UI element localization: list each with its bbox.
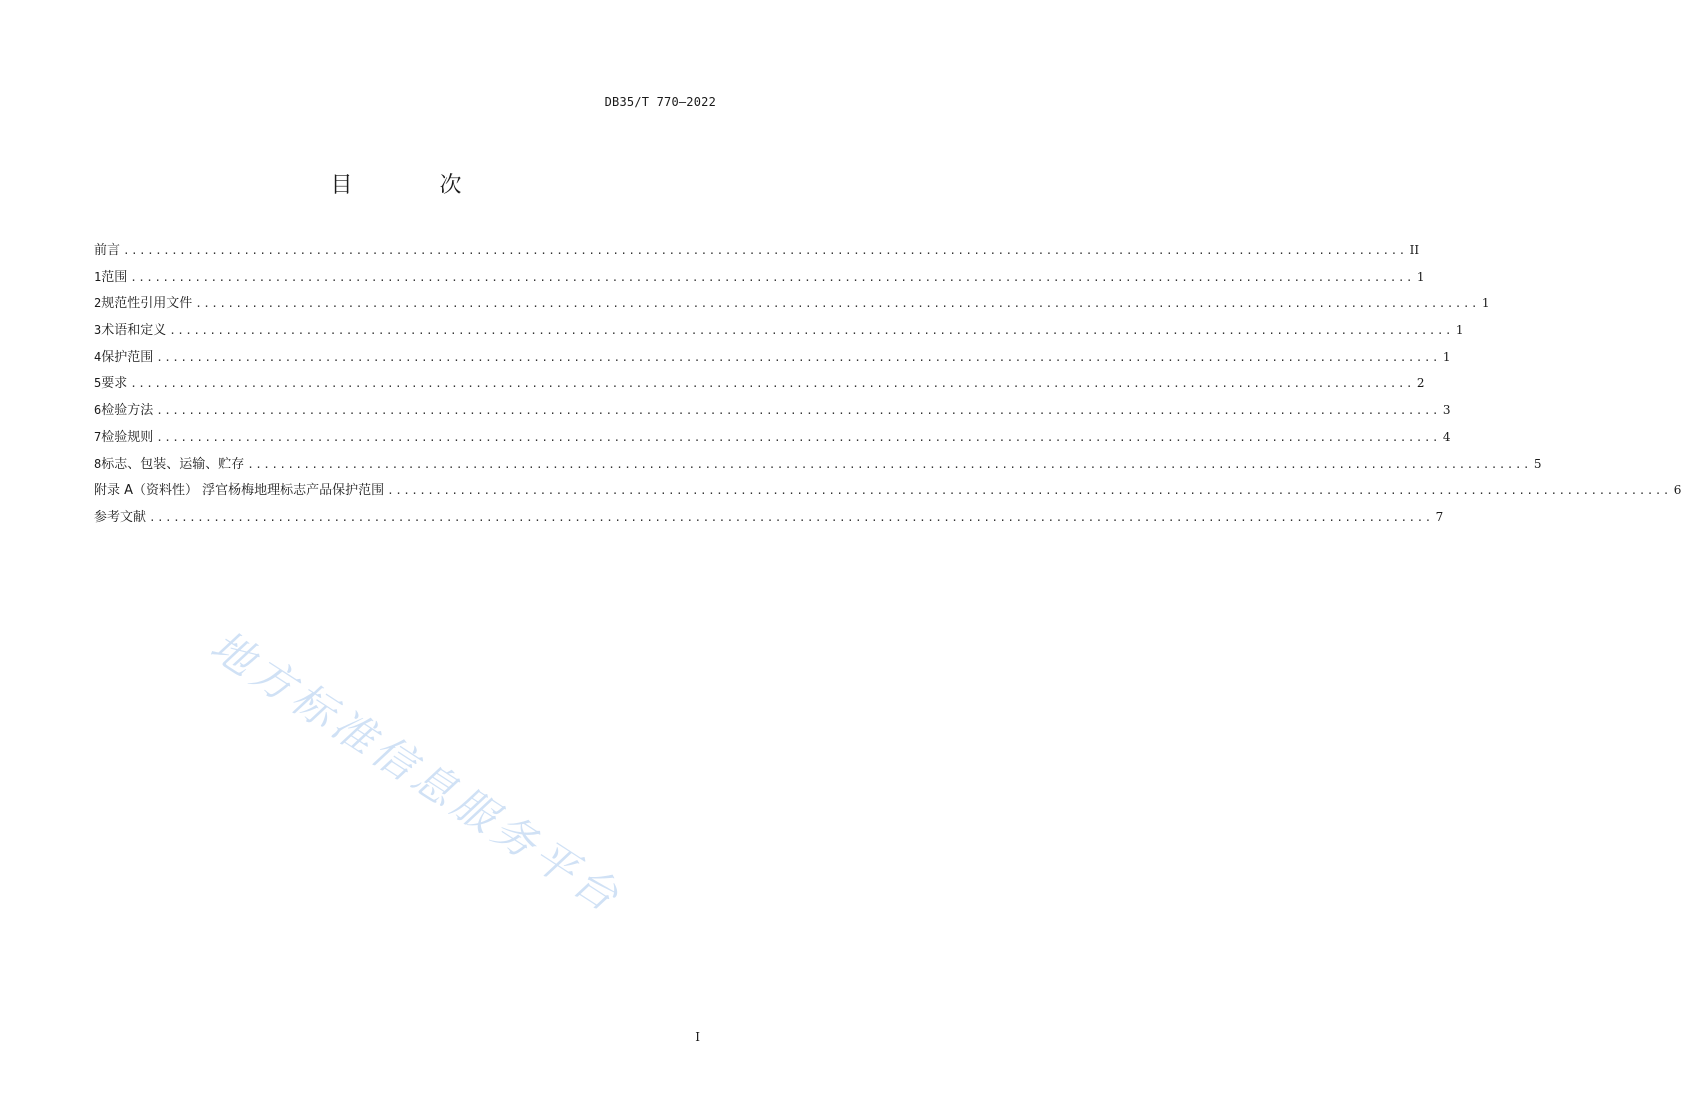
toc-entry-page: 4 <box>1442 429 1451 444</box>
toc-entry-number: 7 <box>94 429 102 444</box>
page-number: I <box>695 1030 700 1044</box>
toc-leader-dots: ................................................................................................................................................................ <box>156 430 1440 444</box>
toc-entry-inspection-rules[interactable] <box>94 427 1451 454</box>
toc-entry-number: 5 <box>94 376 102 391</box>
toc-entry-page: 5 <box>1533 456 1542 471</box>
toc-entry-appendix-a[interactable] <box>94 480 1681 507</box>
toc-entry-number: 1 <box>94 269 102 284</box>
toc-leader-dots: ................................................................................................................................................................ <box>130 377 1414 391</box>
toc-entry-test-methods[interactable] <box>94 400 1451 427</box>
toc-entry-bibliography[interactable] <box>94 507 1444 534</box>
toc-entry-label: 术语和定义 <box>101 323 167 339</box>
toc-leader-dots: ................................................................................................................................................................ <box>130 270 1414 284</box>
toc-leader-dots: ................................................................................................................................................................ <box>169 324 1453 338</box>
toc-entry-label: 检验规则 <box>101 429 154 445</box>
toc-entry-label: 规范性引用文件 <box>101 296 193 312</box>
toc-leader-dots: ................................................................................................................................................................ <box>247 457 1531 471</box>
toc-entry-label: 标志、包装、运输、贮存 <box>101 456 245 472</box>
toc-entry-normative-references[interactable] <box>94 293 1490 320</box>
toc-leader-dots: ................................................................................................................................................................ <box>387 484 1671 498</box>
toc-entry-page: 3 <box>1442 403 1451 418</box>
toc-entry-label: 要求 <box>101 376 128 392</box>
toc-entry-number: 3 <box>94 323 102 338</box>
toc-leader-dots: ................................................................................................................................................................ <box>156 404 1440 418</box>
toc-leader-dots: ................................................................................................................................................................ <box>195 297 1479 311</box>
toc-entry-requirements[interactable] <box>94 373 1425 400</box>
watermark: 地方标准信息服务平台 <box>202 620 632 924</box>
toc-entry-page: 1 <box>1455 323 1464 338</box>
toc-entry-number: 6 <box>94 403 102 418</box>
toc-leader-dots: ................................................................................................................................................................ <box>156 350 1440 364</box>
toc-entry-label: 保护范围 <box>101 349 154 365</box>
toc-entry-label: 前言 <box>94 243 121 258</box>
toc-entry-terms-definitions[interactable] <box>94 320 1464 347</box>
toc-entry-number: 8 <box>94 456 102 471</box>
toc-entry-foreword[interactable] <box>94 240 1420 267</box>
toc-entry-number: 4 <box>94 349 102 364</box>
toc-entry-label: 范围 <box>101 269 128 285</box>
toc-entry-scope[interactable] <box>94 267 1425 294</box>
toc-entry-page: 7 <box>1435 509 1444 524</box>
toc-entry-page: 6 <box>1673 483 1681 498</box>
toc-entry-number: 2 <box>94 296 102 311</box>
toc-entry-page: 1 <box>1416 269 1425 284</box>
toc-entry-label: 检验方法 <box>101 403 154 419</box>
toc-entry-label: 附录 A（资料性） 浮官杨梅地理标志产品保护范围 <box>94 483 385 499</box>
toc-title: 目 次 <box>330 173 502 198</box>
toc-entry-page: 2 <box>1416 376 1425 391</box>
toc-leader-dots: ................................................................................................................................................................ <box>123 244 1407 257</box>
toc-entry-label: 参考文献 <box>94 509 147 525</box>
toc-entry-page: II <box>1409 243 1420 257</box>
toc-entry-page: 1 <box>1481 296 1490 311</box>
toc-entry-page: 1 <box>1442 349 1451 364</box>
toc-entry-marking-packaging[interactable] <box>94 454 1542 481</box>
toc-entry-protection-scope[interactable] <box>94 347 1451 374</box>
toc-leader-dots: ................................................................................................................................................................ <box>149 510 1433 524</box>
table-of-contents <box>94 240 1681 534</box>
document-code: DB35/T 770—2022 <box>604 95 716 109</box>
